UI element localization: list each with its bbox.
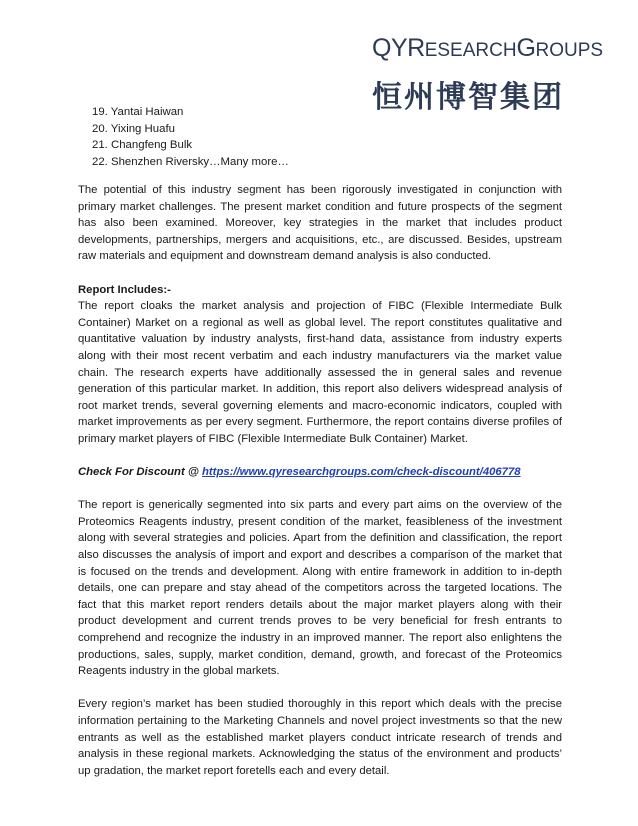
list-item: 19. Yantai Haiwan <box>92 106 184 118</box>
paragraph-potential: The potential of this industry segment has been rigorously investigated in conjunction with primary market challenges. The present market condition and future prospects of the segment has also been examined. Moreover, key strategies in the market that includes product developments, partnerships, mergers and acquisitions, etc., are discussed. Besides, upstream raw materials and equipment and downstream demand analysis is also conducted. <box>78 184 562 263</box>
list-item: 20. Yixing Huafu <box>92 122 175 135</box>
discount-label: Check For Discount @ <box>78 466 203 479</box>
company-logo <box>372 30 604 115</box>
company-list <box>92 104 289 170</box>
discount-link[interactable]: https://www.qyresearchgroups.com/check-discount/406778 <box>202 466 521 479</box>
section-heading: Report Includes:- <box>78 283 171 296</box>
logo-chinese-text: 恒州博智集团 <box>372 80 564 115</box>
paragraph-segmented: The report is generically segmented into six parts and every part aims on the overview of the Proteomics Reagents industry, present condition of the market, feasibleness of the investment along with several strategies and policies. Apart from the definition and classification, the report also discusses the analysis of import and export and describes a comparison of the market that is focused on the trends and development. Along with entire framework in addition to in-depth details, one can prepare and stay ahead of the competitors across the targeted locations. The fact that this market report renders details about the major market players along with their product development and current trends proves to be very beneficial for fresh entrants to comprehend and recognize the industry in an improved manner. The report also enlightens the productions, sales, supply, market condition, demand, growth, and forecast of the Proteomics Reagents industry in the global markets. <box>78 499 562 678</box>
list-item: 21. Changfeng Bulk <box>92 139 193 152</box>
discount-line <box>78 464 562 481</box>
paragraph-regions: Every region’s market has been studied thoroughly in this report which deals with the precise information pertaining to the Marketing Channels and novel project investments so that the new entrants as well as the established market players conduct intricate research of trends and analysis in these regional markets. Acknowledging the status of the environment and products’ up gradation, the market report foretells each and every detail. <box>78 698 562 777</box>
section-report-includes <box>78 282 562 448</box>
list-item: 22. Shenzhen Riversky…Many more… <box>92 155 289 168</box>
document-body <box>78 182 562 796</box>
logo-english-text: QYRESEARCHGROUPS <box>372 34 604 62</box>
paragraph-report-includes: The report cloaks the market analysis and projection of FIBC (Flexible Intermediate Bulk Container) Market on a regional as well as global level. The report constitutes qualitative and quantitative valuation by industry analysts, first-hand data, assistance from industry experts along with their most recent verbatim and each industry manufacturers via the market value chain. The research experts have additionally assessed the in general sales and revenue generation of this particular market. In addition, this report also delivers widespread analysis of root market trends, several governing elements and macro-economic indicators, coupled with market improvements as per every segment. Furthermore, the report contains diverse profiles of primary market players of FIBC (Flexible Intermediate Bulk Container) Market. <box>78 300 562 445</box>
